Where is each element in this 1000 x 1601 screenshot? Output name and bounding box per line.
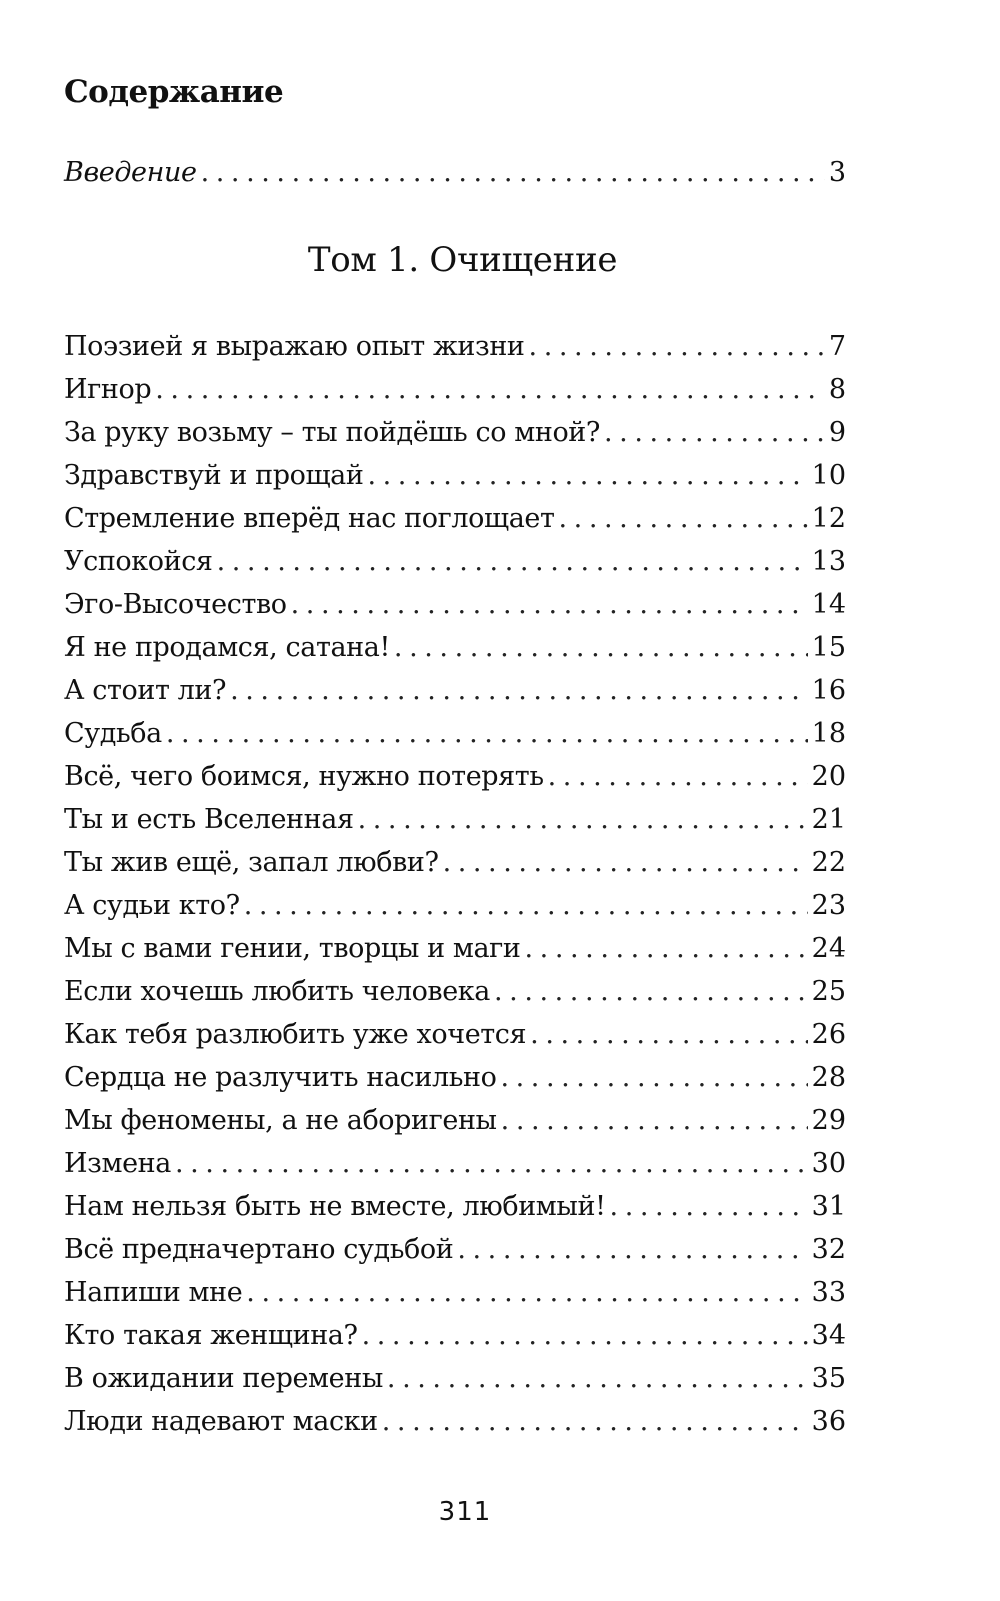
dot-leader — [362, 1320, 808, 1351]
toc-entry[interactable] — [64, 1105, 846, 1145]
contents-heading: Содержание — [64, 74, 284, 110]
volume-title: Том 1. Очищение — [307, 240, 618, 280]
toc-entry-page: 23 — [811, 890, 846, 921]
toc-entry[interactable] — [64, 632, 846, 672]
toc-entry-title: Стремление вперёд нас поглощает — [64, 503, 555, 534]
toc-entry-page: 31 — [811, 1191, 846, 1222]
toc-entry-page: 35 — [811, 1363, 846, 1394]
dot-leader — [155, 374, 825, 405]
toc-entry-introduction[interactable] — [64, 157, 846, 197]
toc-entry-title: Эго-Высочество — [64, 589, 287, 620]
toc-entry-title: А стоит ли? — [64, 675, 227, 706]
toc-entry-page: 14 — [811, 589, 846, 620]
toc-entry-page: 29 — [811, 1105, 846, 1136]
toc-entry[interactable] — [64, 1148, 846, 1188]
toc-entry-title: Я не продамся, сатана! — [64, 632, 390, 663]
toc-entry[interactable] — [64, 890, 846, 930]
page-number: 311 — [438, 1497, 492, 1527]
dot-leader — [529, 331, 825, 362]
toc-entry[interactable] — [64, 1277, 846, 1317]
toc-entry-page: 16 — [811, 675, 846, 706]
toc-entry-page: 33 — [811, 1277, 846, 1308]
toc-entry-title: Кто такая женщина? — [64, 1320, 358, 1351]
toc-entry[interactable] — [64, 546, 846, 586]
toc-entry-title: А судьи кто? — [64, 890, 240, 921]
toc-entry-page: 22 — [811, 847, 846, 878]
toc-entry-title: Напиши мне — [64, 1277, 243, 1308]
dot-leader — [394, 632, 808, 663]
dot-leader — [548, 761, 808, 792]
toc-entry-title: Поэзией я выражаю опыт жизни — [64, 331, 525, 362]
toc-entry[interactable] — [64, 460, 846, 500]
dot-leader — [246, 1277, 807, 1308]
toc-entry-page: 8 — [828, 374, 846, 405]
toc-entry-page: 36 — [811, 1406, 846, 1437]
toc-entry[interactable] — [64, 1363, 846, 1403]
toc-entry-page: 32 — [811, 1234, 846, 1265]
dot-leader — [525, 933, 808, 964]
toc-entry[interactable] — [64, 1406, 846, 1446]
toc-entry-page: 10 — [811, 460, 846, 491]
toc-entry-title: Нам нельзя быть не вместе, любимый! — [64, 1191, 606, 1222]
toc-entry-page: 3 — [828, 157, 846, 188]
dot-leader — [358, 804, 808, 835]
toc-entry[interactable] — [64, 675, 846, 715]
toc-entry-page: 21 — [811, 804, 846, 835]
toc-entry-page: 24 — [811, 933, 846, 964]
dot-leader — [387, 1363, 808, 1394]
toc-entry-title: Ты жив ещё, запал любви? — [64, 847, 439, 878]
dot-leader — [443, 847, 808, 878]
dot-leader — [500, 1062, 807, 1093]
toc-entry[interactable] — [64, 503, 846, 543]
toc-entry[interactable] — [64, 417, 846, 457]
toc-entry-page: 26 — [811, 1019, 846, 1050]
toc-entry[interactable] — [64, 331, 846, 371]
toc-entry-title: Люди надевают маски — [64, 1406, 378, 1437]
toc-entry[interactable] — [64, 804, 846, 844]
toc-entry-title: Ты и есть Вселенная — [64, 804, 354, 835]
toc-entry[interactable] — [64, 374, 846, 414]
toc-entry[interactable] — [64, 933, 846, 973]
toc-entry[interactable] — [64, 589, 846, 629]
toc-entry-title: Здравствуй и прощай — [64, 460, 364, 491]
toc-entry-page: 28 — [811, 1062, 846, 1093]
toc-entry[interactable] — [64, 1062, 846, 1102]
toc-entry-title: Если хочешь любить человека — [64, 976, 490, 1007]
toc-entry-page: 13 — [811, 546, 846, 577]
toc-entry[interactable] — [64, 976, 846, 1016]
dot-leader — [501, 1105, 808, 1136]
toc-entry-title: Сердца не разлучить насильно — [64, 1062, 497, 1093]
dot-leader — [291, 589, 808, 620]
dot-leader — [457, 1234, 807, 1265]
toc-entry-title: За руку возьму – ты пойдёшь со мной? — [64, 417, 600, 448]
toc-entry[interactable] — [64, 1234, 846, 1274]
toc-entry-page: 34 — [811, 1320, 846, 1351]
dot-leader — [494, 976, 808, 1007]
toc-entry[interactable] — [64, 1019, 846, 1059]
dot-leader — [166, 718, 808, 749]
toc-entry-page: 9 — [828, 417, 846, 448]
toc-entry[interactable] — [64, 761, 846, 801]
toc-entry[interactable] — [64, 1320, 846, 1360]
dot-leader — [230, 675, 808, 706]
toc-entry-page: 7 — [828, 331, 846, 362]
toc-entry[interactable] — [64, 847, 846, 887]
toc-entry-page: 18 — [811, 718, 846, 749]
toc-entry-page: 20 — [811, 761, 846, 792]
toc-entry-title: Всё, чего боимся, нужно потерять — [64, 761, 544, 792]
toc-entry-page: 25 — [811, 976, 846, 1007]
dot-leader — [604, 417, 825, 448]
toc-entry-title: Как тебя разлюбить уже хочется — [64, 1019, 527, 1050]
toc-entry-page: 30 — [811, 1148, 846, 1179]
toc-entry-title: Игнор — [64, 374, 152, 405]
dot-leader — [244, 890, 808, 921]
toc-entry-title: Всё предначертано судьбой — [64, 1234, 454, 1265]
dot-leader — [610, 1191, 808, 1222]
dot-leader — [175, 1148, 808, 1179]
toc-entry-page: 15 — [811, 632, 846, 663]
toc-entry-title: Судьба — [64, 718, 162, 749]
dot-leader — [217, 546, 808, 577]
toc-entry[interactable] — [64, 1191, 846, 1231]
dot-leader — [367, 460, 807, 491]
dot-leader — [201, 157, 825, 188]
toc-entry-title: Измена — [64, 1148, 171, 1179]
toc-entry-title: Мы с вами гении, творцы и маги — [64, 933, 521, 964]
toc-entry-page: 12 — [811, 503, 846, 534]
dot-leader — [559, 503, 808, 534]
toc-entry-title: В ожидании перемены — [64, 1363, 383, 1394]
dot-leader — [382, 1406, 808, 1437]
toc-entry-title: Успокойся — [64, 546, 213, 577]
toc-entry[interactable] — [64, 718, 846, 758]
dot-leader — [530, 1019, 807, 1050]
toc-entry-title: Мы феномены, а не аборигены — [64, 1105, 497, 1136]
toc-entry-title: Введение — [64, 157, 197, 188]
